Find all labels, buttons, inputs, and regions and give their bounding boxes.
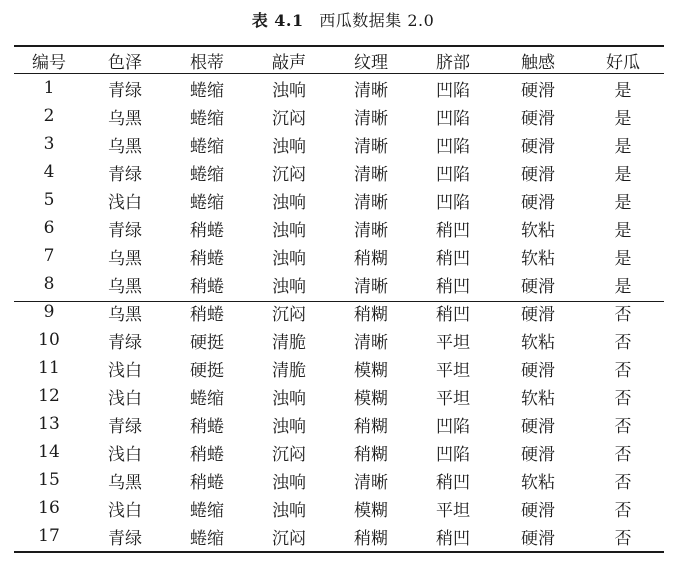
watermelon-dataset-table — [14, 47, 664, 550]
cell-root: 蜷缩 — [190, 80, 224, 101]
cell-texture: 清晰 — [354, 164, 388, 185]
cell-touch: 软粘 — [521, 388, 555, 409]
cell-color: 浅白 — [108, 444, 142, 465]
cell-root: 稍蜷 — [190, 304, 224, 325]
cell-sound: 浊响 — [272, 220, 306, 241]
cell-id: 3 — [43, 134, 55, 154]
cell-label: 是 — [614, 192, 632, 213]
cell-touch: 软粘 — [521, 220, 555, 241]
cell-color: 浅白 — [108, 388, 142, 409]
cell-navel: 凹陷 — [436, 192, 470, 213]
cell-sound: 清脆 — [272, 360, 306, 381]
table-row — [14, 522, 664, 550]
cell-label: 否 — [614, 416, 632, 437]
cell-texture: 清晰 — [354, 108, 388, 129]
header-row — [14, 47, 664, 74]
cell-navel: 稍凹 — [436, 276, 470, 297]
header-texture: 纹理 — [354, 52, 388, 73]
cell-root: 稍蜷 — [190, 220, 224, 241]
cell-touch: 硬滑 — [521, 276, 555, 297]
cell-texture: 模糊 — [354, 360, 388, 381]
cell-touch: 硬滑 — [521, 108, 555, 129]
cell-texture: 稍糊 — [354, 444, 388, 465]
cell-root: 稍蜷 — [190, 444, 224, 465]
cell-id: 6 — [43, 218, 55, 238]
table-row — [14, 410, 664, 438]
cell-sound: 浊响 — [272, 248, 306, 269]
table-row — [14, 74, 664, 102]
cell-navel: 凹陷 — [436, 80, 470, 101]
cell-sound: 浊响 — [272, 136, 306, 157]
cell-root: 蜷缩 — [190, 108, 224, 129]
cell-texture: 清晰 — [354, 136, 388, 157]
cell-id: 5 — [43, 190, 55, 210]
cell-label: 否 — [614, 332, 632, 353]
cell-navel: 凹陷 — [436, 164, 470, 185]
cell-label: 是 — [614, 80, 632, 101]
header-sound: 敲声 — [272, 52, 306, 73]
cell-root: 稍蜷 — [190, 416, 224, 437]
cell-label: 否 — [614, 304, 632, 325]
cell-texture: 稍糊 — [354, 304, 388, 325]
cell-id: 14 — [38, 442, 60, 462]
cell-label: 是 — [614, 248, 632, 269]
cell-color: 乌黑 — [108, 304, 142, 325]
cell-label: 否 — [614, 472, 632, 493]
cell-id: 10 — [38, 330, 60, 350]
cell-root: 蜷缩 — [190, 528, 224, 549]
cell-label: 否 — [614, 444, 632, 465]
cell-touch: 硬滑 — [521, 192, 555, 213]
cell-color: 浅白 — [108, 500, 142, 521]
table-row — [14, 466, 664, 494]
table-title: 西瓜数据集 2.0 — [319, 11, 435, 30]
cell-touch: 软粘 — [521, 332, 555, 353]
table-row — [14, 158, 664, 186]
cell-touch: 硬滑 — [521, 500, 555, 521]
cell-navel: 稍凹 — [436, 248, 470, 269]
table-row — [14, 438, 664, 466]
cell-texture: 清晰 — [354, 332, 388, 353]
cell-sound: 清脆 — [272, 332, 306, 353]
cell-texture: 清晰 — [354, 192, 388, 213]
table-row — [14, 270, 664, 298]
cell-label: 否 — [614, 500, 632, 521]
cell-label: 是 — [614, 164, 632, 185]
cell-color: 青绿 — [108, 528, 142, 549]
cell-id: 11 — [38, 358, 60, 378]
cell-texture: 清晰 — [354, 276, 388, 297]
cell-id: 9 — [43, 302, 55, 322]
cell-sound: 浊响 — [272, 416, 306, 437]
cell-navel: 凹陷 — [436, 108, 470, 129]
cell-root: 蜷缩 — [190, 500, 224, 521]
cell-root: 稍蜷 — [190, 248, 224, 269]
table-row — [14, 130, 664, 158]
cell-sound: 沉闷 — [272, 444, 306, 465]
cell-touch: 硬滑 — [521, 528, 555, 549]
cell-color: 青绿 — [108, 164, 142, 185]
table-row — [14, 102, 664, 130]
cell-color: 浅白 — [108, 360, 142, 381]
cell-id: 8 — [43, 274, 55, 294]
cell-sound: 沉闷 — [272, 528, 306, 549]
cell-touch: 硬滑 — [521, 136, 555, 157]
cell-color: 青绿 — [108, 220, 142, 241]
cell-color: 乌黑 — [108, 276, 142, 297]
table-row — [14, 494, 664, 522]
table-row — [14, 382, 664, 410]
cell-id: 4 — [43, 162, 55, 182]
cell-root: 蜷缩 — [190, 136, 224, 157]
table-caption — [0, 8, 686, 31]
cell-touch: 硬滑 — [521, 164, 555, 185]
table-label: 表 4.1 — [251, 11, 304, 30]
cell-sound: 沉闷 — [272, 164, 306, 185]
cell-root: 蜷缩 — [190, 388, 224, 409]
cell-root: 稍蜷 — [190, 276, 224, 297]
cell-sound: 浊响 — [272, 80, 306, 101]
cell-texture: 稍糊 — [354, 248, 388, 269]
cell-label: 是 — [614, 220, 632, 241]
cell-navel: 平坦 — [436, 332, 470, 353]
table-row — [14, 298, 664, 326]
cell-navel: 凹陷 — [436, 416, 470, 437]
header-touch: 触感 — [521, 52, 555, 73]
cell-texture: 清晰 — [354, 472, 388, 493]
header-navel: 脐部 — [436, 52, 470, 73]
cell-texture: 清晰 — [354, 80, 388, 101]
cell-navel: 稍凹 — [436, 304, 470, 325]
cell-id: 7 — [43, 246, 55, 266]
cell-texture: 模糊 — [354, 388, 388, 409]
cell-touch: 硬滑 — [521, 80, 555, 101]
cell-sound: 浊响 — [272, 192, 306, 213]
cell-touch: 硬滑 — [521, 360, 555, 381]
cell-color: 乌黑 — [108, 108, 142, 129]
cell-navel: 平坦 — [436, 360, 470, 381]
cell-color: 乌黑 — [108, 136, 142, 157]
cell-color: 青绿 — [108, 80, 142, 101]
cell-color: 青绿 — [108, 332, 142, 353]
cell-navel: 平坦 — [436, 500, 470, 521]
cell-texture: 稍糊 — [354, 528, 388, 549]
cell-label: 否 — [614, 528, 632, 549]
cell-navel: 凹陷 — [436, 136, 470, 157]
table-row — [14, 214, 664, 242]
cell-id: 2 — [43, 106, 55, 126]
cell-color: 乌黑 — [108, 472, 142, 493]
cell-touch: 软粘 — [521, 248, 555, 269]
cell-root: 硬挺 — [190, 332, 224, 353]
cell-label: 是 — [614, 108, 632, 129]
table-row — [14, 354, 664, 382]
cell-touch: 硬滑 — [521, 416, 555, 437]
cell-id: 12 — [38, 386, 60, 406]
cell-root: 稍蜷 — [190, 472, 224, 493]
cell-label: 否 — [614, 360, 632, 381]
cell-sound: 沉闷 — [272, 304, 306, 325]
cell-root: 蜷缩 — [190, 192, 224, 213]
cell-label: 是 — [614, 276, 632, 297]
cell-touch: 硬滑 — [521, 304, 555, 325]
cell-sound: 浊响 — [272, 472, 306, 493]
cell-navel: 稍凹 — [436, 528, 470, 549]
cell-color: 乌黑 — [108, 248, 142, 269]
header-root: 根蒂 — [190, 52, 224, 73]
cell-touch: 软粘 — [521, 472, 555, 493]
cell-root: 硬挺 — [190, 360, 224, 381]
cell-id: 13 — [38, 414, 60, 434]
cell-id: 15 — [38, 470, 60, 490]
cell-texture: 清晰 — [354, 220, 388, 241]
header-id: 编号 — [32, 52, 66, 73]
cell-sound: 浊响 — [272, 500, 306, 521]
header-color: 色泽 — [108, 52, 142, 73]
bottom-rule — [14, 551, 664, 553]
header-label: 好瓜 — [606, 52, 640, 73]
cell-navel: 稍凹 — [436, 220, 470, 241]
cell-color: 浅白 — [108, 192, 142, 213]
cell-touch: 硬滑 — [521, 444, 555, 465]
cell-texture: 模糊 — [354, 500, 388, 521]
cell-sound: 浊响 — [272, 276, 306, 297]
table-row — [14, 326, 664, 354]
cell-label: 是 — [614, 136, 632, 157]
cell-id: 17 — [38, 526, 60, 546]
cell-sound: 浊响 — [272, 388, 306, 409]
table-row — [14, 242, 664, 270]
cell-navel: 平坦 — [436, 388, 470, 409]
cell-navel: 稍凹 — [436, 472, 470, 493]
cell-color: 青绿 — [108, 416, 142, 437]
cell-sound: 沉闷 — [272, 108, 306, 129]
cell-id: 1 — [43, 78, 55, 98]
cell-root: 蜷缩 — [190, 164, 224, 185]
table-row — [14, 186, 664, 214]
cell-label: 否 — [614, 388, 632, 409]
cell-id: 16 — [38, 498, 60, 518]
table-body — [14, 74, 664, 550]
cell-navel: 凹陷 — [436, 444, 470, 465]
cell-texture: 稍糊 — [354, 416, 388, 437]
